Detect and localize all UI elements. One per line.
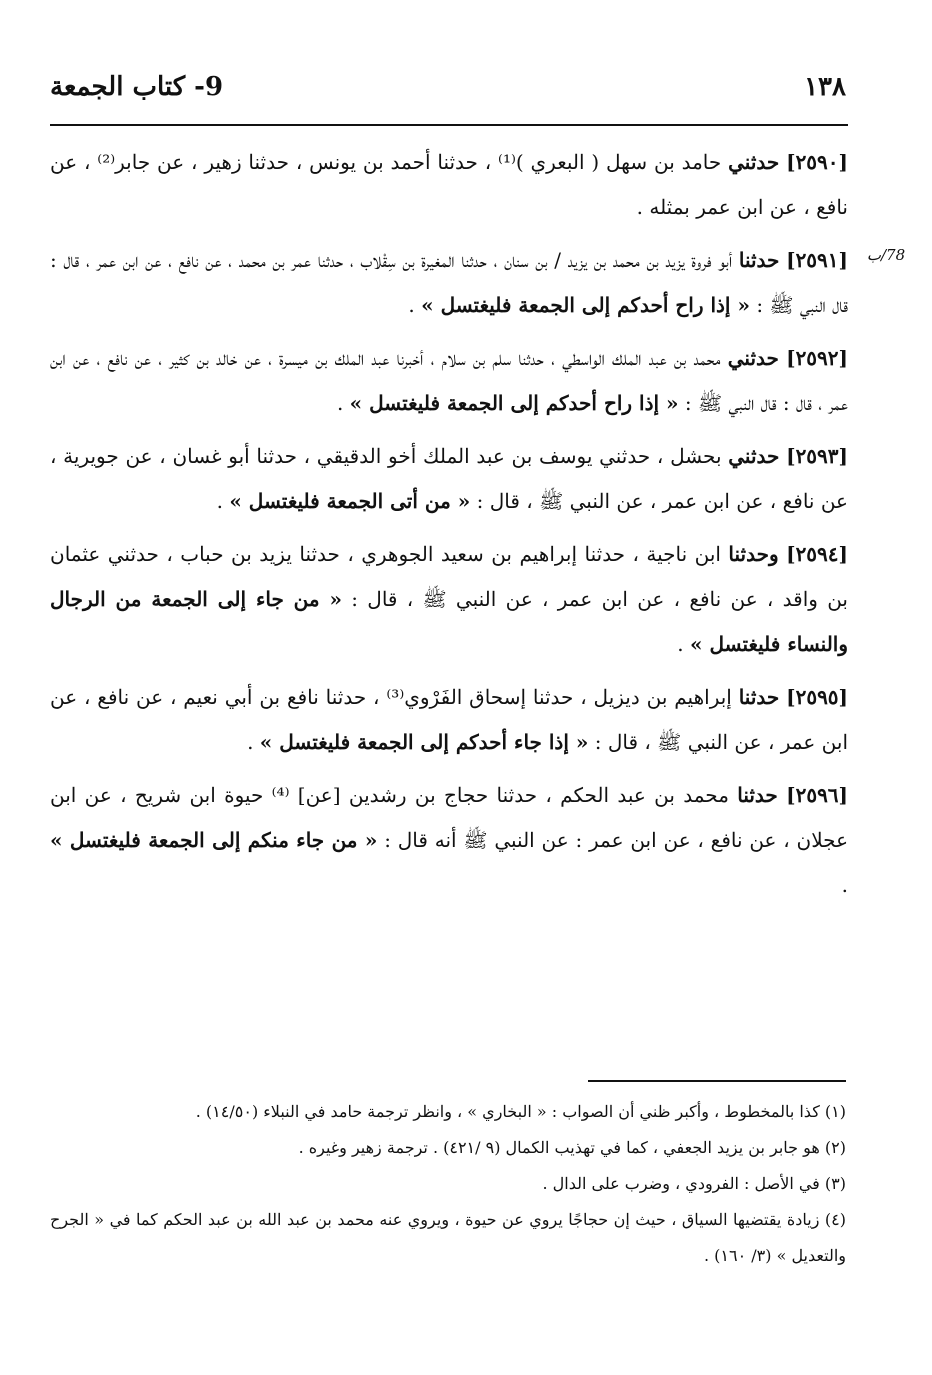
hadith-number: [٢٥٩٢]: [786, 346, 848, 370]
footnotes: [50, 1094, 846, 1274]
footnote-3: (٣) في الأصل : الفرودي ، وضرب على الدال .: [542, 1174, 846, 1193]
hadith-tail: .: [247, 730, 260, 754]
hadith-2592: [50, 336, 848, 426]
hadith-lead: حدثني: [728, 444, 780, 468]
footnote-separator: [588, 1080, 846, 1082]
header-rule: [50, 124, 848, 126]
hadith-isnad: ابن ناجية ، حدثنا إبراهيم بن سعيد الجوهري ، حدثنا يزيد بن حباب ، حدثني عثمان بن واقد ، عن نافع ، عن ابن عمر ، عن النبي ﷺ ، قال :: [50, 542, 848, 611]
hadith-lead: حدثني: [728, 150, 780, 174]
hadith-matn: « من جاء منكم إلى الجمعة فليغتسل »: [50, 828, 378, 852]
hadith-number: [٢٥٩١]: [786, 248, 848, 272]
hadith-tail: .: [841, 873, 848, 897]
main-text: [50, 140, 848, 916]
hadith-2593: [50, 434, 848, 524]
footnote-4: (٤) زيادة يقتضيها السياق ، حيث إن حجاجًا يروي عن حيوة ، ويروي عنه محمد بن عبد الله بن عبد الحكم كما في « الجرح والتعديل » (٣/ ١٦٠) .: [50, 1210, 846, 1265]
hadith-isnad: أبو فروة يزيد بن محمد بن يزيد / بن سنان ، حدثنا المغيرة بن سِقْلاب ، حدثنا عمر بن محمد ، عن نافع ، عن ابن عمر ، قال : قال النبي ﷺ :: [50, 248, 848, 317]
page-number: ١٣٨: [804, 72, 846, 102]
hadith-2591: [50, 238, 848, 328]
hadith-lead: حدثنا: [738, 248, 780, 272]
hadith-matn: « من أتى الجمعة فليغتسل »: [229, 489, 471, 513]
footnote-1: (١) كذا بالمخطوط ، وأكبر ظني أن الصواب : « البخاري » ، وانظر ترجمة حامد في النبلاء (١٤/٥٠) .: [195, 1102, 846, 1121]
hadith-2596: [50, 773, 848, 908]
hadith-lead: حدثنا: [738, 685, 780, 709]
hadith-tail: .: [216, 489, 230, 513]
hadith-isnad: بحشل ، حدثني يوسف بن عبد الملك أخو الدقيقي ، حدثنا أبو غسان ، عن جويرية ، عن نافع ، عن ابن عمر ، عن النبي ﷺ ، قال :: [50, 444, 848, 513]
hadith-number: [٢٥٩٦]: [786, 783, 849, 807]
hadith-isnad: محمد بن عبد الملك الواسطي ، حدثنا سلم بن سلام ، أخبرنا عبد الملك بن ميسرة ، عن خالد بن كثير ، عن نافع ، عن ابن عمر ، قال : قال النبي ﷺ :: [50, 346, 848, 415]
hadith-lead: وحدثنا: [728, 542, 779, 566]
chapter-title: 9- كتاب الجمعة: [50, 72, 224, 102]
hadith-2594: [50, 532, 848, 667]
hadith-tail: .: [677, 632, 690, 656]
hadith-lead: حدثنا: [737, 783, 778, 807]
hadith-number: [٢٥٩٣]: [786, 444, 848, 468]
hadith-matn: « إذا جاء أحدكم إلى الجمعة فليغتسل »: [259, 730, 589, 754]
hadith-matn: « إذا راح أحدكم إلى الجمعة فليغتسل »: [421, 293, 750, 317]
hadith-2595: [50, 675, 848, 765]
hadith-isnad: حامد بن سهل ( البعري )⁽¹⁾ ، حدثنا أحمد بن يونس ، حدثنا زهير ، عن جابر⁽²⁾ ، عن نافع ، عن ابن عمر بمثله .: [50, 150, 848, 219]
hadith-matn: « إذا راح أحدكم إلى الجمعة فليغتسل »: [349, 391, 679, 415]
hadith-2590: [50, 140, 848, 230]
hadith-isnad: محمد بن عبد الحكم ، حدثنا حجاج بن رشدين [عن] ⁽⁴⁾ حيوة ابن شريح ، عن ابن عجلان ، عن نافع ، عن ابن عمر : عن النبي ﷺ أنه قال :: [50, 783, 848, 852]
hadith-tail: .: [408, 293, 422, 317]
footnote-2: (٢) هو جابر بن يزيد الجعفي ، كما في تهذيب الكمال (٩ /٤٢١) . ترجمة زهير وغيره .: [298, 1138, 846, 1157]
page-header: [50, 72, 846, 112]
manuscript-folio-note: 78/ب: [866, 246, 906, 264]
hadith-number: [٢٥٩٥]: [786, 685, 849, 709]
hadith-number: [٢٥٩٤]: [786, 542, 848, 566]
hadith-lead: حدثني: [727, 346, 779, 370]
hadith-matn: « من جاء إلى الجمعة من الرجال والنساء فليغتسل »: [50, 587, 848, 656]
hadith-number: [٢٥٩٠]: [786, 150, 848, 174]
hadith-isnad: إبراهيم بن ديزيل ، حدثنا إسحاق الفَرْوي⁽³⁾ ، حدثنا نافع بن أبي نعيم ، عن نافع ، عن ابن عمر ، عن النبي ﷺ ، قال :: [50, 685, 848, 754]
hadith-tail: .: [336, 391, 350, 415]
